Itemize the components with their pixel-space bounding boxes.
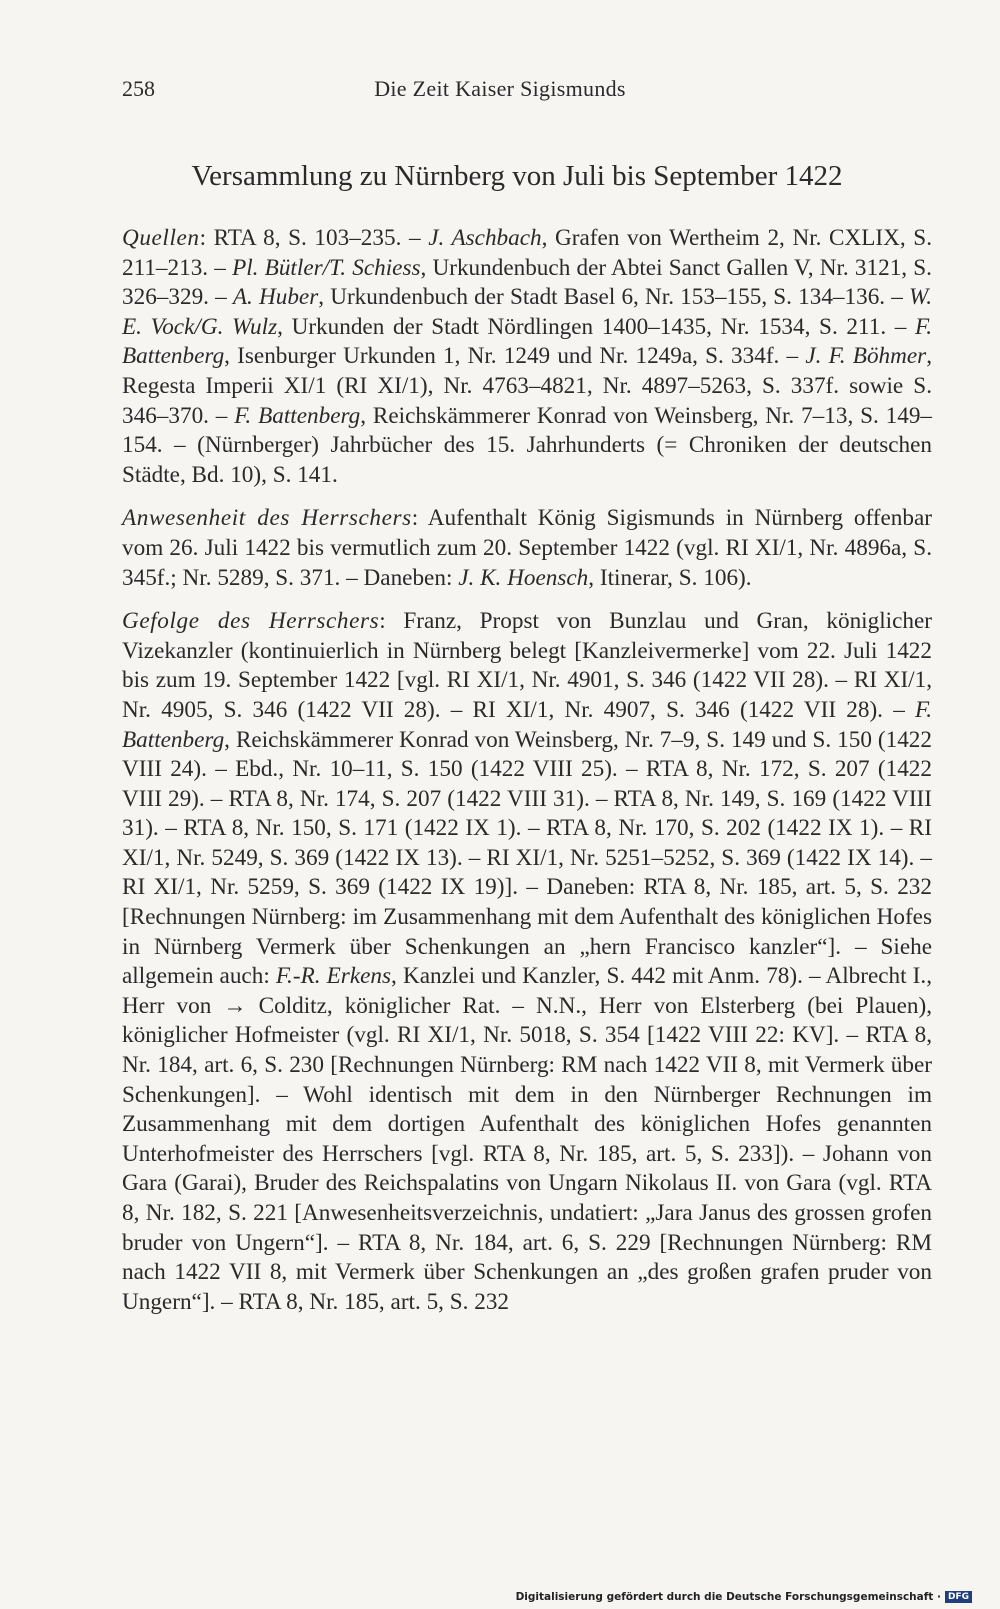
author-name: F. Battenberg [122, 696, 932, 753]
paragraph-gefolge: Gefolge des Herrschers: Franz, Propst von Bunzlau und Gran, königlicher Vizekanzler (kontinuierlich in Nürnberg belegt [Kanzleivermerke] vom 22. Juli 1422 bis zum 19. September 1422 [vgl. RI XI/1, Nr. 4901, S. 346 (1422 VII 28). – RI XI/1, Nr. 4905, S. 346 (1422 VII 28). – RI XI/1, Nr. 4907, S. 346 (1422 VII 28). – F. Battenberg, Reichskämmerer Konrad von Weinsberg, Nr. 7–9, S. 149 und S. 150 (1422 VIII 24). – Ebd., Nr. 10–11, S. 150 (1422 VIII 25). – RTA 8, Nr. 172, S. 207 (1422 VIII 29). – RTA 8, Nr. 174, S. 207 (1422 VIII 31). – RTA 8, Nr. 149, S. 169 (1422 VIII 31). – RTA 8, Nr. 150, S. 171 (1422 IX 1). – RTA 8, Nr. 170, S. 202 (1422 IX 1). – RI XI/1, Nr. 5249, S. 369 (1422 IX 13). – RI XI/1, Nr. 5251–5252, S. 369 (1422 IX 14). – RI XI/1, Nr. 5259, S. 369 (1422 IX 19)]. – Daneben: RTA 8, Nr. 185, art. 5, S. 232 [Rechnungen Nürnberg: im Zusammenhang mit dem Aufenthalt des königlichen Hofes in Nürnberg Vermerk über Schenkungen an „hern Francisco kanzler“]. – Siehe allgemein auch: F.-R. Erkens, Kanzlei und Kanzler, S. 442 mit Anm. 78). – Albrecht I., Herr von → Colditz, königlicher Rat. – N.N., Herr von Elsterberg (bei Plauen), königlicher Hofmeister (vgl. RI XI/1, Nr. 5018, S. 354 [1422 VIII 22: KV]. – RTA 8, Nr. 184, art. 6, S. 230 [Rechnungen Nürnberg: RM nach 1422 VII 8, mit Vermerk über Schenkungen]. – Wohl identisch mit dem in den Nürnberger Rechnungen im Zusammenhang mit dem dortigen Aufenthalt des königlichen Hofes genannten Unterhofmeister des Herrschers [vgl. RTA 8, Nr. 185, art. 5, S. 233]). – Johann von Gara (Garai), Bruder des Reichspalatins von Ungarn Nikolaus II. von Gara (vgl. RTA 8, Nr. 182, S. 221 [Anwesenheitsverzeichnis, undatiert: „Jara Janus des grossen grofen bruder von Ungern“]. – RTA 8, Nr. 184, art. 6, S. 229 [Rechnungen Nürnberg: RM nach 1422 VII 8, mit Vermerk über Schenkungen an „des großen grafen pruder von Ungern“]. – RTA 8, Nr. 185, art. 5, S. 232 [122, 608, 933, 1315]
text-segment: , Kanzlei und Kanzler, S. 442 mit Anm. 78). – Albrecht I., Herr von → Colditz, königlicher Rat. – N.N., Herr von Elsterberg (bei Plauen), königlicher Hofmeister (vgl. RI XI/1, Nr. 5018, S. 354 [1422 VIII 22: KV]. – RTA 8, Nr. 184, art. 6, S. 230 [Rechnungen Nürnberg: RM nach 1422 VII 8, mit Vermerk über Schenkungen]. – Wohl identisch mit dem in den Nürnberger Rechnungen im Zusammenhang mit dem dortigen Aufenthalt des königlichen Hofes genannten Unterhofmeister des Herrschers [vgl. RTA 8, Nr. 185, art. 5, S. 233]). – Johann von Gara (Garai), Bruder des Reichspalatins von Ungarn Nikolaus II. von Gara (vgl. RTA 8, Nr. 182, S. 221 [Anwesenheitsverzeichnis, undatiert: „Jara Janus des grossen grofen bruder von Ungern“]. – RTA 8, Nr. 184, art. 6, S. 229 [Rechnungen Nürnberg: RM nach 1422 VII 8, mit Vermerk über Schenkungen an „des großen grafen pruder von Ungern“]. – RTA 8, Nr. 185, art. 5, S. 232 [122, 963, 933, 1315]
paragraph-lead: Gefolge des Herrschers [122, 608, 380, 635]
author-name: F.-R. Erkens [275, 963, 392, 990]
text-segment: Aufenthalt König Sigismunds in Nürnberg offenbar vom 26. Juli 1422 bis vermutlich zum 20. September 1422 (vgl. RI XI/1, Nr. 4896a, S. 345f.; Nr. 5289, S. 371. – Daneben: [122, 505, 932, 591]
author-name: W. E. Vock/G. Wulz [122, 284, 932, 340]
digitization-credit [516, 1591, 972, 1603]
text-segment: , Urkundenbuch der Stadt Basel 6, Nr. 153–155, S. 134–136. – [318, 284, 910, 311]
author-name: F. Battenberg [234, 402, 361, 429]
author-name: J. F. Böhmer [805, 343, 927, 370]
text-segment: , Urkundenbuch der Abtei Sanct Gallen V, Nr. 3121, S. 326–329. – [122, 254, 932, 311]
text-segment: , Urkunden der Stadt Nördlingen 1400–1435, Nr. 1534, S. 211. – [277, 313, 916, 340]
author-name: Pl. Bütler/T. Schiess [232, 254, 421, 281]
author-name: J. Aschbach [428, 225, 542, 251]
text-segment: , Reichskämmerer Konrad von Weinsberg, Nr. 7–9, S. 149 und S. 150 (1422 VIII 24). – Ebd., Nr. 10–11, S. 150 (1422 VIII 25). – RTA 8, Nr. 172, S. 207 (1422 VIII 29). – RTA 8, Nr. 174, S. 207 (1422 VIII 31). – RTA 8, Nr. 149, S. 169 (1422 VIII 31). – RTA 8, Nr. 150, S. 171 (1422 IX 1). – RTA 8, Nr. 170, S. 202 (1422 IX 1). – RI XI/1, Nr. 5249, S. 369 (1422 IX 13). – RI XI/1, Nr. 5251–5252, S. 369 (1422 IX 14). – RI XI/1, Nr. 5259, S. 369 (1422 IX 19)]. – Daneben: RTA 8, Nr. 185, art. 5, S. 232 [Rechnungen Nürnberg: im Zusammenhang mit dem Aufenthalt des königlichen Hofes in Nürnberg Vermerk über Schenkungen an „hern Francisco kanzler“]. – Siehe allgemein auch: [122, 726, 932, 990]
running-title: Die Zeit Kaiser Sigismunds [374, 76, 626, 101]
body-text [122, 224, 932, 1331]
dfg-logo: DFG [945, 1591, 972, 1603]
page-number: 258 [122, 76, 155, 101]
paragraph-content [122, 608, 932, 1315]
paragraph-content [122, 225, 932, 488]
paragraph-lead: Anwesenheit des Herrschers [122, 505, 412, 532]
text-segment: , Itinerar, S. 106). [588, 564, 752, 591]
paragraph-lead: Quellen [122, 225, 200, 251]
text-segment: RTA 8, S. 103–235. – [213, 225, 429, 251]
text-segment: , Reichskämmerer Konrad von Weinsberg, Nr. 7–13, S. 149–154. – (Nürnberger) Jahrbücher des 15. Jahrhunderts (= Chroniken der deutschen Städte, Bd. 10), S. 141. [122, 402, 933, 488]
text-segment: , Grafen von Wertheim 2, Nr. CXLIX, S. 211–213. – [122, 225, 932, 281]
text-segment: Franz, Propst von Bunzlau und Gran, königlicher Vizekanzler (kontinuierlich in Nürnberg belegt [Kanzleivermerke] vom 22. Juli 1422 bis zum 19. September 1422 [vgl. RI XI/1, Nr. 4901, S. 346 (1422 VII 28). – RI XI/1, Nr. 4905, S. 346 (1422 VII 28). – RI XI/1, Nr. 4907, S. 346 (1422 VII 28). – [122, 608, 932, 723]
text-segment: , Regesta Imperii XI/1 (RI XI/1), Nr. 4763–4821, Nr. 4897–5263, S. 337f. sowie S. 346–370. – [122, 343, 932, 429]
paragraph-quellen: Quellen: RTA 8, S. 103–235. – J. Aschbach, Grafen von Wertheim 2, Nr. CXLIX, S. 211–213. – Pl. Bütler/T. Schiess, Urkundenbuch der Abtei Sanct Gallen V, Nr. 3121, S. 326–329. – A. Huber, Urkundenbuch der Stadt Basel 6, Nr. 153–155, S. 134–136. – W. E. Vock/G. Wulz, Urkunden der Stadt Nördlingen 1400–1435, Nr. 1534, S. 211. – F. Battenberg, Isenburger Urkunden 1, Nr. 1249 und Nr. 1249a, S. 334f. – J. F. Böhmer, Regesta Imperii XI/1 (RI XI/1), Nr. 4763–4821, Nr. 4897–5263, S. 337f. sowie S. 346–370. – F. Battenberg, Reichskämmerer Konrad von Weinsberg, Nr. 7–13, S. 149–154. – (Nürnberger) Jahrbücher des 15. Jahrhunderts (= Chroniken der deutschen Städte, Bd. 10), S. 141. [122, 225, 933, 488]
author-name: J. K. Hoensch [458, 564, 589, 591]
digitization-note: Digitalisierung gefördert durch die Deutsche Forschungsgemeinschaft · [515, 1591, 941, 1603]
paragraph-anwesenheit: Anwesenheit des Herrschers: Aufenthalt König Sigismunds in Nürnberg offenbar vom 26. Juli 1422 bis vermutlich zum 20. September 1422 (vgl. RI XI/1, Nr. 4896a, S. 345f.; Nr. 5289, S. 371. – Daneben: J. K. Hoensch, Itinerar, S. 106). [122, 505, 932, 591]
section-title: Versammlung zu Nürnberg von Juli bis September 1422 [191, 160, 843, 192]
author-name: F. Battenberg [122, 313, 932, 370]
author-name: A. Huber [232, 284, 319, 311]
text-segment: , Isenburger Urkunden 1, Nr. 1249 und Nr. 1249a, S. 334f. – [224, 343, 806, 370]
